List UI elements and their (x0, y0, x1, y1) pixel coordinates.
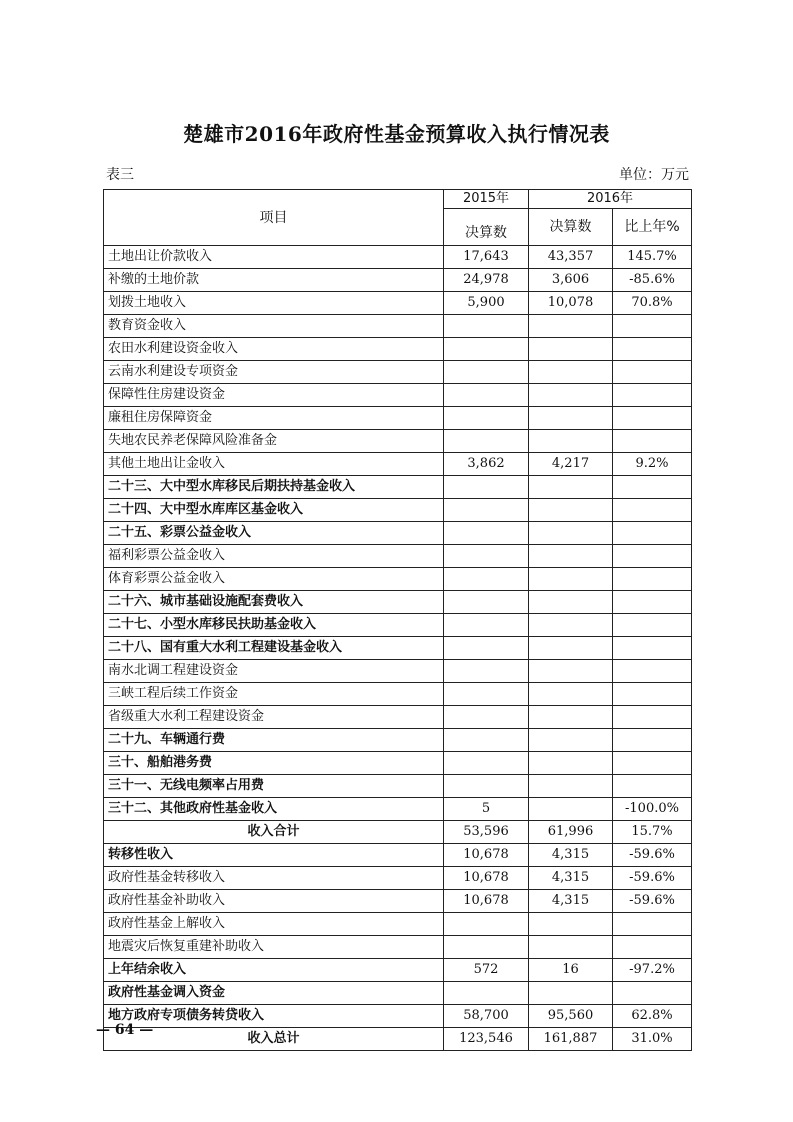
value-2015: 10,678 (444, 867, 529, 890)
value-pct (613, 683, 692, 706)
table-row (104, 453, 692, 476)
table-row (104, 338, 692, 361)
value-pct (613, 706, 692, 729)
value-pct: -85.6% (613, 269, 692, 292)
table-row (104, 913, 692, 936)
value-2015: 5,900 (444, 292, 529, 315)
row-label: 土地出让价款收入 (104, 246, 444, 269)
table-row (104, 729, 692, 752)
table-row (104, 959, 692, 982)
table-row (104, 292, 692, 315)
value-pct (613, 430, 692, 453)
value-2015: 5 (444, 798, 529, 821)
value-pct (613, 568, 692, 591)
value-pct (613, 499, 692, 522)
value-2016 (529, 729, 613, 752)
value-pct (613, 361, 692, 384)
table-row (104, 775, 692, 798)
value-2015 (444, 476, 529, 499)
value-2016 (529, 706, 613, 729)
row-label: 划拨土地收入 (104, 292, 444, 315)
unit-label: 单位：万元 (619, 167, 689, 183)
value-pct: 70.8% (613, 292, 692, 315)
value-2016 (529, 430, 613, 453)
value-2016 (529, 637, 613, 660)
row-label: 省级重大水利工程建设资金 (104, 706, 444, 729)
value-pct (613, 775, 692, 798)
value-pct: 31.0% (613, 1028, 692, 1051)
value-2015 (444, 982, 529, 1005)
value-2015 (444, 614, 529, 637)
value-pct (613, 476, 692, 499)
value-2015: 572 (444, 959, 529, 982)
value-2016 (529, 384, 613, 407)
row-label: 失地农民养老保障风险准备金 (104, 430, 444, 453)
value-2016 (529, 407, 613, 430)
table-row (104, 430, 692, 453)
value-2015 (444, 430, 529, 453)
value-2016: 4,315 (529, 867, 613, 890)
value-2016 (529, 499, 613, 522)
row-label: 二十四、大中型水库库区基金收入 (104, 499, 444, 522)
row-label: 三十、船舶港务费 (104, 752, 444, 775)
value-2016 (529, 522, 613, 545)
row-label: 三十一、无线电频率占用费 (104, 775, 444, 798)
value-2015: 10,678 (444, 890, 529, 913)
table-row (104, 637, 692, 660)
table-row (104, 844, 692, 867)
table-row (104, 982, 692, 1005)
table-row (104, 867, 692, 890)
table-label: 表三 (106, 167, 134, 183)
value-2016: 95,560 (529, 1005, 613, 1028)
value-pct (613, 545, 692, 568)
row-label: 三十二、其他政府性基金收入 (104, 798, 444, 821)
header-item: 项目 (104, 190, 444, 246)
value-2016 (529, 315, 613, 338)
row-label: 政府性基金转移收入 (104, 867, 444, 890)
value-pct (613, 522, 692, 545)
value-pct: -59.6% (613, 867, 692, 890)
value-2015 (444, 936, 529, 959)
value-2016 (529, 752, 613, 775)
value-2015 (444, 384, 529, 407)
table-row (104, 706, 692, 729)
value-pct: -59.6% (613, 844, 692, 867)
table-row (104, 522, 692, 545)
value-pct (613, 936, 692, 959)
header-pct: 比上年% (613, 209, 692, 246)
value-pct (613, 407, 692, 430)
value-pct (613, 752, 692, 775)
value-2015 (444, 660, 529, 683)
header-final-2015: 决算数 (444, 209, 529, 246)
value-2015 (444, 775, 529, 798)
row-label: 农田水利建设资金收入 (104, 338, 444, 361)
value-2016: 161,887 (529, 1028, 613, 1051)
row-label: 二十八、国有重大水利工程建设基金收入 (104, 637, 444, 660)
table-row (104, 568, 692, 591)
value-pct: 15.7% (613, 821, 692, 844)
table-row (104, 752, 692, 775)
value-2015 (444, 361, 529, 384)
value-2015: 3,862 (444, 453, 529, 476)
row-label: 政府性基金调入资金 (104, 982, 444, 1005)
row-label: 二十七、小型水库移民扶助基金收入 (104, 614, 444, 637)
value-2016 (529, 683, 613, 706)
row-label: 其他土地出让金收入 (104, 453, 444, 476)
value-pct: 145.7% (613, 246, 692, 269)
table-row (104, 476, 692, 499)
value-2016: 43,357 (529, 246, 613, 269)
value-2015: 58,700 (444, 1005, 529, 1028)
value-2015 (444, 683, 529, 706)
value-pct (613, 384, 692, 407)
value-2015 (444, 913, 529, 936)
value-2015: 53,596 (444, 821, 529, 844)
row-label: 地方政府专项债务转贷收入 (104, 1005, 444, 1028)
value-2015 (444, 499, 529, 522)
header-year-2015: 2015年 (444, 190, 529, 209)
table-row (104, 614, 692, 637)
table-row (104, 591, 692, 614)
row-label: 收入合计 (104, 821, 444, 844)
row-label: 廉租住房保障资金 (104, 407, 444, 430)
header-final-2016: 决算数 (529, 209, 613, 246)
value-2015 (444, 706, 529, 729)
value-2015 (444, 545, 529, 568)
row-label: 云南水利建设专项资金 (104, 361, 444, 384)
value-2016: 10,078 (529, 292, 613, 315)
value-2015 (444, 729, 529, 752)
value-2015 (444, 591, 529, 614)
row-label: 二十六、城市基础设施配套费收入 (104, 591, 444, 614)
value-2015 (444, 522, 529, 545)
row-label: 福利彩票公益金收入 (104, 545, 444, 568)
table-row (104, 821, 692, 844)
table-row (104, 890, 692, 913)
table-row (104, 683, 692, 706)
row-label: 体育彩票公益金收入 (104, 568, 444, 591)
value-2015: 24,978 (444, 269, 529, 292)
row-label: 补缴的土地价款 (104, 269, 444, 292)
value-2016 (529, 913, 613, 936)
value-pct: 62.8% (613, 1005, 692, 1028)
value-2016: 4,315 (529, 844, 613, 867)
value-pct: -100.0% (613, 798, 692, 821)
value-2016 (529, 545, 613, 568)
row-label: 保障性住房建设资金 (104, 384, 444, 407)
value-2015 (444, 752, 529, 775)
value-2016 (529, 361, 613, 384)
row-label: 转移性收入 (104, 844, 444, 867)
value-pct: -59.6% (613, 890, 692, 913)
value-pct (613, 591, 692, 614)
value-2016 (529, 660, 613, 683)
row-label: 收入总计 (104, 1028, 444, 1051)
row-label: 南水北调工程建设资金 (104, 660, 444, 683)
page-number: — 64 — (96, 1022, 154, 1038)
value-2015 (444, 568, 529, 591)
table-row (104, 499, 692, 522)
table-row (104, 407, 692, 430)
value-2016: 4,315 (529, 890, 613, 913)
row-label: 教育资金收入 (104, 315, 444, 338)
value-2016 (529, 936, 613, 959)
value-2015 (444, 637, 529, 660)
table-row (104, 1005, 692, 1028)
value-2015: 17,643 (444, 246, 529, 269)
value-2015 (444, 407, 529, 430)
value-pct (613, 729, 692, 752)
value-pct (613, 315, 692, 338)
value-2016: 16 (529, 959, 613, 982)
value-2015 (444, 315, 529, 338)
table-row (104, 660, 692, 683)
value-pct (613, 982, 692, 1005)
value-pct (613, 614, 692, 637)
value-2016 (529, 338, 613, 361)
value-pct (613, 660, 692, 683)
row-label: 政府性基金上解收入 (104, 913, 444, 936)
table-row (104, 936, 692, 959)
row-label: 政府性基金补助收入 (104, 890, 444, 913)
table-row (104, 246, 692, 269)
table-row (104, 384, 692, 407)
value-2016: 4,217 (529, 453, 613, 476)
page-title: 楚雄市2016年政府性基金预算收入执行情况表 (183, 122, 610, 146)
row-label: 三峡工程后续工作资金 (104, 683, 444, 706)
table-body (104, 246, 692, 1051)
value-2016 (529, 982, 613, 1005)
value-2015: 123,546 (444, 1028, 529, 1051)
table-row (104, 1028, 692, 1051)
row-label: 二十五、彩票公益金收入 (104, 522, 444, 545)
row-label: 地震灾后恢复重建补助收入 (104, 936, 444, 959)
value-pct (613, 637, 692, 660)
value-2016 (529, 591, 613, 614)
value-pct: -97.2% (613, 959, 692, 982)
table-row (104, 545, 692, 568)
value-pct: 9.2% (613, 453, 692, 476)
value-2016: 61,996 (529, 821, 613, 844)
value-pct (613, 913, 692, 936)
budget-table (103, 189, 692, 1051)
value-2016 (529, 775, 613, 798)
value-2015 (444, 338, 529, 361)
header-year-2016: 2016年 (529, 190, 692, 209)
value-2016: 3,606 (529, 269, 613, 292)
table-row (104, 269, 692, 292)
row-label: 上年结余收入 (104, 959, 444, 982)
row-label: 二十九、车辆通行费 (104, 729, 444, 752)
value-pct (613, 338, 692, 361)
table-row (104, 798, 692, 821)
value-2016 (529, 568, 613, 591)
row-label: 二十三、大中型水库移民后期扶持基金收入 (104, 476, 444, 499)
value-2016 (529, 476, 613, 499)
value-2015: 10,678 (444, 844, 529, 867)
table-row (104, 361, 692, 384)
table-row (104, 315, 692, 338)
value-2016 (529, 614, 613, 637)
value-2016 (529, 798, 613, 821)
